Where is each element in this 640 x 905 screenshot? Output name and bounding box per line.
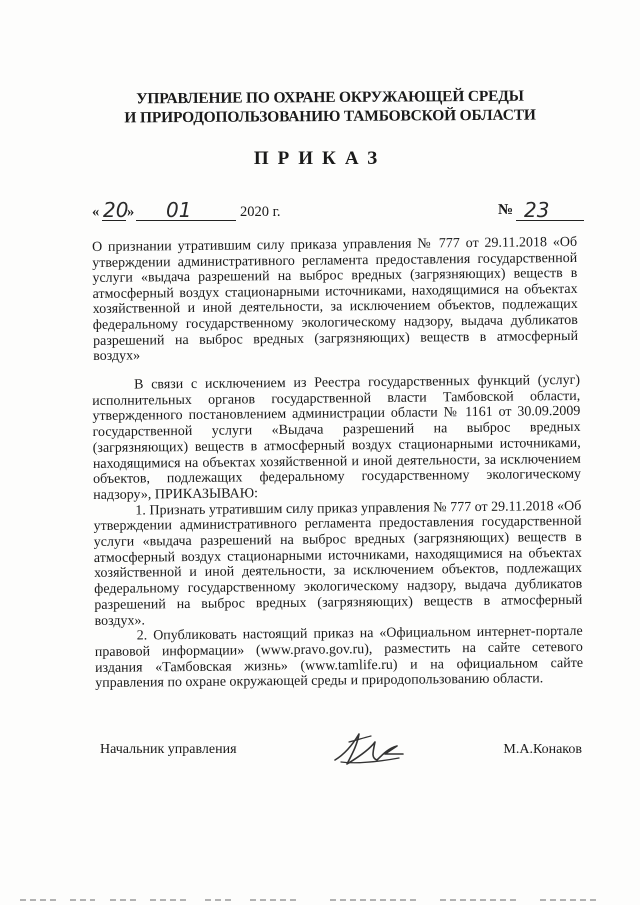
signatory-name: М.А.Конаков (503, 742, 582, 757)
date-close-quote: » (127, 204, 135, 220)
signature-block (92, 736, 582, 776)
order-item-2: 2. Опубликовать настоящий приказ на «Официальном интернет-портале правовой информации» (www.pravo.gov.ru), разместить на сайте сетевого издания «Тамбовская жизнь» (www.tamlife.ru) и на официальном сайте управления по охране окружающей среды и природопользованию области. (94, 624, 584, 692)
document-title: ПРИКАЗ (253, 148, 387, 169)
order-number-label: № (498, 202, 514, 218)
order-body (92, 373, 583, 692)
date-open-quote: « (92, 204, 100, 220)
organization-header-line2: И ПРИРОДОПОЛЬЗОВАНИЮ ТАМБОВСКОЙ ОБЛАСТИ (124, 106, 536, 127)
date-month-handwritten: 01 (166, 198, 192, 222)
handwritten-signature-icon (327, 724, 407, 774)
signatory-position: Начальник управления (100, 742, 237, 757)
order-item-1: 1. Признать утратившим силу приказ управления № 777 от 29.11.2018 «Об утверждении административного регламента предоставления государственной услуги «выдача разрешений на выброс вредных (загрязняющих) веществ в атмосферный воздух стационарными источниками, находящимися на объектах хозяйственной и иной деятельности, за исключением объектов, подлежащих федеральному государственному экологическому надзору, выдача дубликатов разрешений на выброс вредных (загрязняющих) веществ в атмосферный воздух». (93, 498, 583, 629)
date-number-line (92, 200, 592, 226)
day-underline (102, 220, 126, 221)
organization-header-line1: УПРАВЛЕНИЕ ПО ОХРАНЕ ОКРУЖАЮЩЕЙ СРЕДЫ (136, 87, 524, 108)
date-day-handwritten: 20 (103, 198, 129, 222)
order-number-handwritten: 23 (524, 198, 550, 222)
order-subject: О признании утратившим силу приказа управления № 777 от 29.11.2018 «Об утверждении административного регламента предоставления государственной услуги «выдача разрешений на выброс вредных (загрязняющих) веществ в атмосферный воздух стационарными источниками, находящимися на объектах хозяйственной и иной деятельности, за исключением объектов, подлежащих федеральному государственному экологическому надзору, выдача дубликатов разрешений на выброс вредных (загрязняющих) веществ в атмосферный воздух» (92, 234, 579, 365)
organization-header (120, 87, 540, 128)
scan-edge-artifact (0, 897, 640, 903)
date-year: 2020 г. (240, 204, 281, 220)
preamble-paragraph: В связи с исключением из Реестра государственных функций (услуг) исполнительных органов государственной власти Тамбовской области, утвержденного постановлением администрации области № 1161 от 30.09.2009 государственной услуги «Выдача разрешений на выброс вредных (загрязняющих) веществ в атмосферный воздух стационарными источниками, находящимися на объектах хозяйственной и иной деятельности, за исключением объектов, подлежащих федеральному государственному экологическому надзору», ПРИКАЗЫВАЮ: (92, 372, 582, 503)
